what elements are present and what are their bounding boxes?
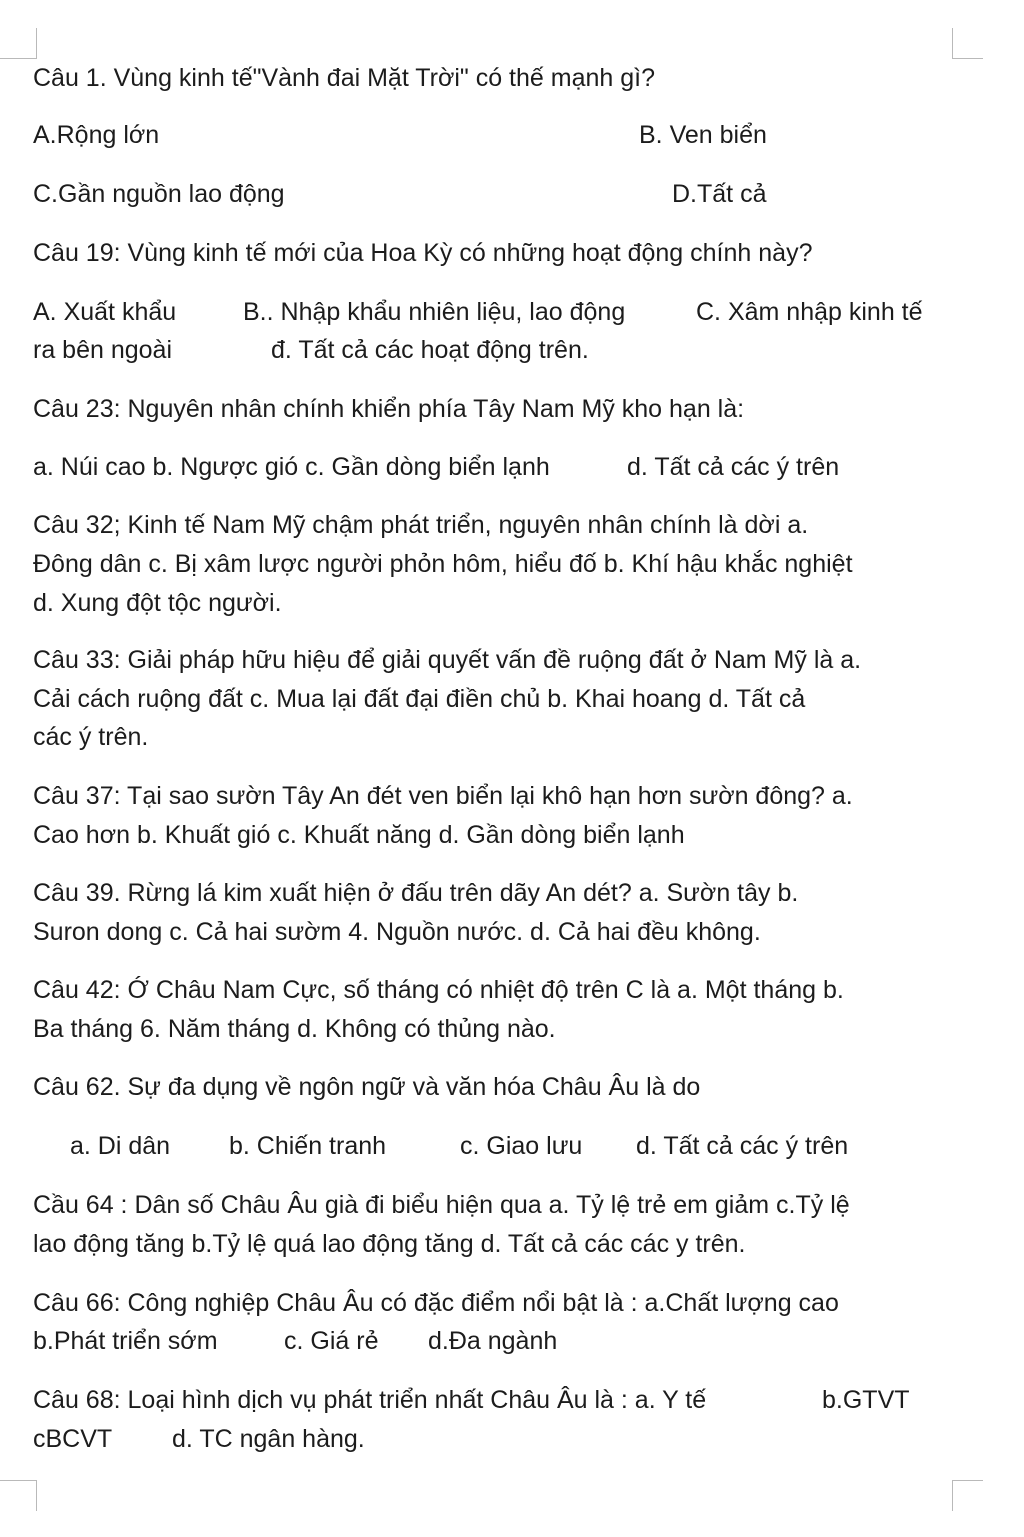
question-23-options: a. Núi cao b. Ngược gió c. Gần dòng biển lạnh [33, 453, 550, 481]
question-37-line-2: Cao hơn b. Khuất gió c. Khuất năng d. Gần dòng biển lạnh [33, 821, 685, 849]
question-62-text: Câu 62. Sự đa dụng về ngôn ngữ và văn hóa Châu Âu là do [33, 1073, 701, 1101]
question-1-text: Câu 1. Vùng kinh tế"Vành đai Mặt Trời" có thế mạnh gì? [33, 64, 655, 92]
question-66-option-b: b.Phát triển sớm [33, 1327, 218, 1355]
question-23-option-d: d. Tất cả các ý trên [627, 453, 840, 481]
question-32-line-3: d. Xung đột tộc người. [33, 589, 282, 617]
question-37-line-1: Câu 37: Tại sao sườn Tây An đét ven biển lại khô hạn hơn sườn đông? a. [33, 782, 853, 810]
question-19-text: Câu 19: Vùng kinh tế mới của Hoa Kỳ có những hoạt động chính này? [33, 239, 813, 267]
question-62-option-d: d. Tất cả các ý trên [636, 1132, 849, 1160]
question-39-line-1: Câu 39. Rừng lá kim xuất hiện ở đấu trên dãy An dét? a. Sườn tây b. [33, 879, 799, 907]
question-1-option-c: C.Gần nguồn lao động [33, 180, 285, 208]
question-66-option-d: d.Đa ngành [428, 1327, 558, 1355]
question-33-line-2: Cải cách ruộng đất c. Mua lại đất đại điền chủ b. Khai hoang d. Tất cả [33, 685, 806, 713]
question-39-line-2: Suron dong c. Cả hai sườm 4. Nguồn nước. d. Cả hai đều không. [33, 918, 761, 946]
question-33-line-3: các ý trên. [33, 723, 149, 751]
question-19-option-a: A. Xuất khẩu [33, 298, 177, 326]
question-68-option-d: d. TC ngân hàng. [172, 1425, 365, 1453]
page-corner-marker [952, 1480, 983, 1511]
question-62-option-b: b. Chiến tranh [229, 1132, 387, 1160]
question-42-line-1: Câu 42: Ớ Châu Nam Cực, số tháng có nhiệt độ trên C là a. Một tháng b. [33, 976, 844, 1004]
page-corner-marker [0, 1480, 37, 1511]
question-62-option-a: a. Di dân [70, 1132, 171, 1160]
question-62-option-c: c. Giao lưu [460, 1132, 583, 1160]
question-42-line-2: Ba tháng 6. Năm tháng d. Không có thủng nào. [33, 1015, 556, 1043]
question-19-option-b: B.. Nhập khẩu nhiên liệu, lao động [243, 298, 626, 326]
question-68-option-b: b.GTVT [822, 1386, 910, 1414]
question-66-option-c: c. Giá rẻ [284, 1327, 379, 1355]
question-33-line-1: Câu 33: Giải pháp hữu hiệu để giải quyết vấn đề ruộng đất ở Nam Mỹ là a. [33, 646, 862, 674]
question-32-line-2: Đông dân c. Bị xâm lược người phỏn hôm, hiểu đố b. Khí hậu khắc nghiệt [33, 550, 853, 578]
question-1-option-b: B. Ven biển [639, 121, 767, 149]
question-19-option-d: đ. Tất cả các hoạt động trên. [271, 336, 589, 364]
question-1-option-a: A.Rộng lớn [33, 121, 160, 149]
question-23-text: Câu 23: Nguyên nhân chính khiển phía Tây Nam Mỹ kho hạn là: [33, 395, 745, 423]
question-66-line-1: Câu 66: Công nghiệp Châu Âu có đặc điểm nổi bật là : a.Chất lượng cao [33, 1289, 839, 1317]
question-64-line-1: Cầu 64 : Dân số Châu Âu già đi biểu hiện qua a. Tỷ lệ trẻ em giảm c.Tỷ lệ [33, 1191, 850, 1219]
page-corner-marker [0, 28, 37, 59]
question-1-option-d: D.Tất cả [672, 180, 767, 208]
question-64-line-2: lao động tăng b.Tỷ lệ quá lao động tăng d. Tất cả các các y trên. [33, 1230, 746, 1258]
question-68-line-1: Câu 68: Loại hình dịch vụ phát triển nhất Châu Âu là : a. Y tế [33, 1386, 707, 1414]
question-32-line-1: Câu 32; Kinh tế Nam Mỹ chậm phát triển, nguyên nhân chính là dời a. [33, 511, 809, 539]
question-19-option-c: C. Xâm nhập kinh tế [696, 298, 923, 326]
page-corner-marker [952, 28, 983, 59]
question-19-option-c-cont: ra bên ngoài [33, 336, 173, 364]
question-68-option-c: cBCVT [33, 1425, 113, 1453]
